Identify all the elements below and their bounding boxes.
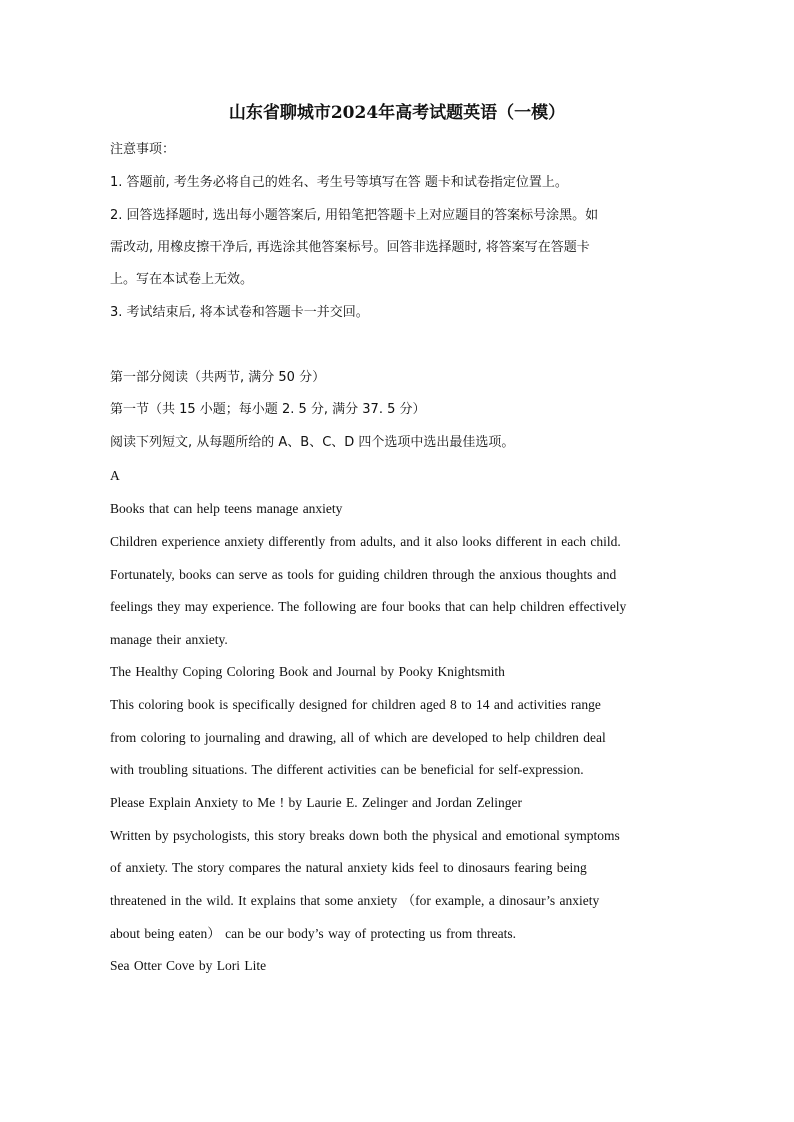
- paragraph-line: of anxiety. The story compares the natural anxiety kids feel to dinosaurs fearing being: [110, 860, 587, 875]
- paragraph-line: manage their anxiety.: [110, 632, 228, 647]
- paragraph-line: This coloring book is specifically designed for children aged 8 to 14 and activities range: [110, 697, 601, 712]
- part-heading: 第一部分阅读（共两节, 满分 50 分）: [110, 370, 326, 385]
- paragraph-line: about being eaten） can be our body’s way of protecting us from threats.: [110, 926, 517, 941]
- paragraph-line: with troubling situations. The different activities can be beneficial for self-expression.: [110, 762, 584, 777]
- book-title: Please Explain Anxiety to Me ! by Laurie E. Zelinger and Jordan Zelinger: [110, 795, 523, 810]
- paragraph-line: Written by psychologists, this story breaks down both the physical and emotional symptoms: [110, 828, 620, 843]
- book-title: The Healthy Coping Coloring Book and Journal by Pooky Knightsmith: [110, 664, 505, 679]
- paragraph-line: threatened in the wild. It explains that some anxiety （for example, a dinosaur’s anxiety: [110, 893, 600, 908]
- page-title: 山东省聊城市2024年高考试题英语（一模）: [228, 103, 566, 123]
- notice-item: 上。写在本试卷上无效。: [110, 272, 254, 287]
- paragraph-line: Children experience anxiety differently from adults, and it also looks different in each child.: [110, 534, 621, 549]
- paragraph-line: from coloring to journaling and drawing, all of which are developed to help children deal: [110, 730, 606, 745]
- instruction-text: 阅读下列短文, 从每题所给的 A、B、C、D 四个选项中选出最佳选项。: [110, 435, 515, 450]
- paragraph-line: Fortunately, books can serve as tools for guiding children through the anxious thoughts and: [110, 567, 617, 582]
- book-title: Sea Otter Cove by Lori Lite: [110, 958, 267, 973]
- notice-item: 需改动, 用橡皮擦干净后, 再选涂其他答案标号。回答非选择题时, 将答案写在答题卡: [110, 240, 590, 255]
- notice-item: 2. 回答选择题时, 选出每小题答案后, 用铅笔把答题卡上对应题目的答案标号涂黑。如: [110, 208, 599, 223]
- passage-label: A: [110, 468, 120, 483]
- section-heading: 第一节（共 15 小题；每小题 2. 5 分, 满分 37. 5 分）: [110, 402, 426, 417]
- notice-item: 1. 答题前, 考生务必将自己的姓名、考生号等填写在答 题卡和试卷指定位置上。: [110, 175, 568, 190]
- notice-heading: 注意事项：: [110, 142, 176, 157]
- passage-title: Books that can help teens manage anxiety: [110, 501, 343, 516]
- paragraph-line: feelings they may experience. The following are four books that can help children effectively: [110, 599, 627, 614]
- notice-item: 3. 考试结束后, 将本试卷和答题卡一并交回。: [110, 305, 369, 320]
